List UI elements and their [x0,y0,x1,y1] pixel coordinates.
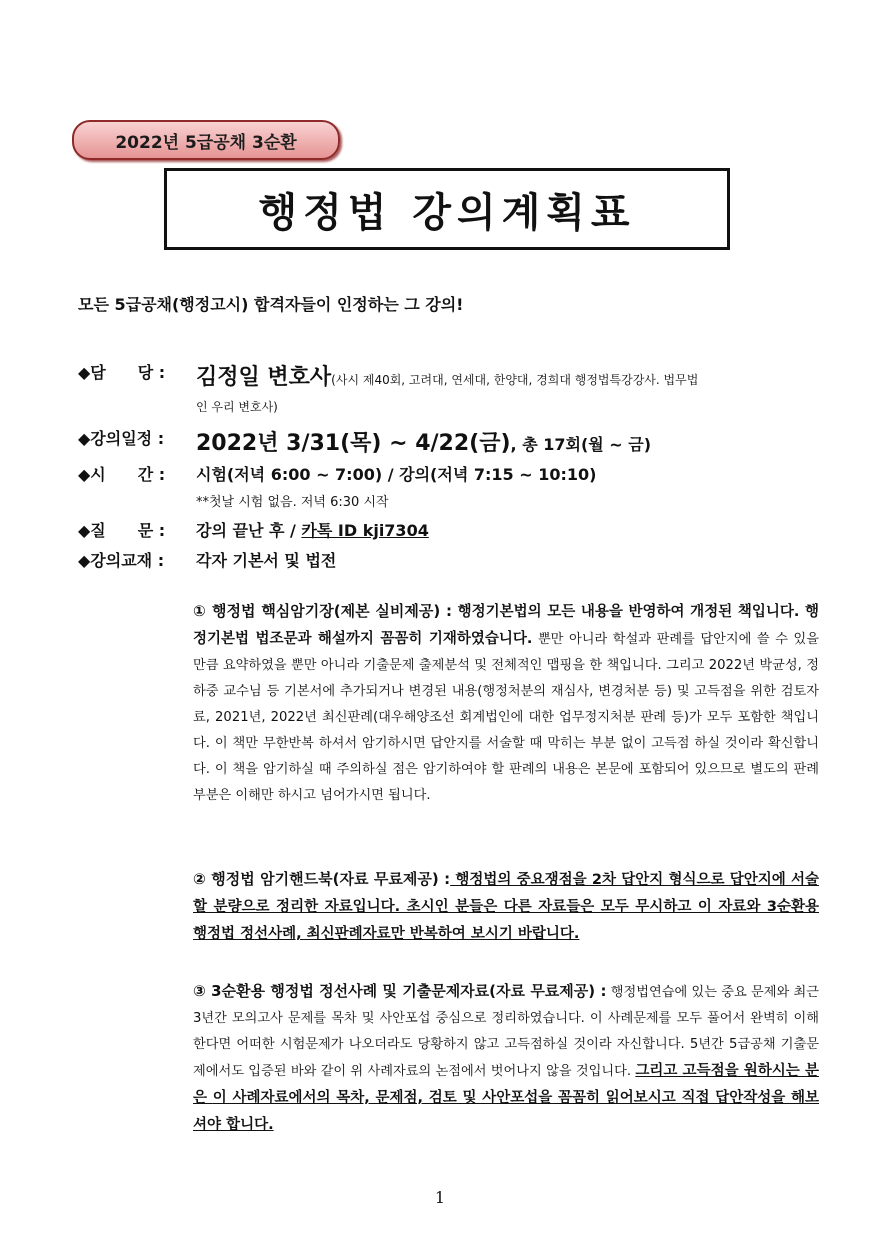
time-row [78,462,597,485]
schedule-label: ◆강의일정 : [78,429,165,448]
schedule-row [78,426,652,456]
item-1-body: 뿐만 아니라 학설과 판례를 답안지에 쓸 수 있을 만큼 요약하였을 뿐만 아니라 기출문제 출제분석 및 전체적인 맵핑을 한 책입니다. 그리고 2022년 박균성, 정하중 교수님 등 기본서에 추가되거나 변경된 내용(행정처분의 재심사, 변경처분 등) 및 고득점을 위한 검토자료, 2021년, 2022년 최신판례(대우해양조선 회계법인에 대한 업무정지처분 판례 등)가 모두 포함한 책입니다. 이 책만 무한반복 하셔서 암기하시면 답안지를 서술할 때 막히는 부분 없이 고득점 하실 것이라 확신합니다. 이 책을 암기하실 때 주의하실 점은 암기하여야 할 판례의 내용은 본문에 포함되어 있으므로 별도의 판례부분은 이해만 하시고 넘어가시면 됩니다. [193,632,819,803]
item-3 [193,978,819,1139]
time-label: ◆시 간 : [78,465,166,484]
item-2 [193,866,819,948]
textbook-value: 각자 기본서 및 법전 [196,551,337,570]
time-note: **첫날 시험 없음. 저녁 6:30 시작 [196,495,389,510]
course-badge: 2022년 5급공채 3순환 [72,120,340,160]
item-1-bold: 행정기본법의 모든 내용을 반영하여 개정된 책입니다. 행정기본법 법조문과 해설까지 꼼꼼히 기재하였습니다. [193,604,819,647]
textbook-label: ◆강의교재 : [78,551,165,570]
item-2-underlined: 행정법의 중요쟁점을 2차 답안지 형식으로 답안지에 서술할 분량으로 정리한 자료입니다. 초시인 분들은 다른 자료들은 모두 무시하고 이 자료와 3순환용 행정법 정선사례, 최신판례자료만 반복하여 보시기 바랍니다. [193,872,819,942]
item-3-underlined-a: 그리고 고득점을 원하시는 분은 [193,1063,819,1106]
instructor-label: ◆담 당 : [78,363,166,382]
slogan: 모든 5급공채(행정고시) 합격자들이 인정하는 그 강의! [78,295,464,314]
question-text: 강의 끝난 후 / [196,521,302,540]
item-3-body: 행정법연습에 있는 중요 문제와 최근 3년간 모의고사 문제를 목차 및 사안포섭 중심으로 정리하였습니다. 이 사례문제를 모두 풀어서 완벽히 이해한다면 어떠한 시험문제가 나오더라도 당황하지 않고 고득점하실 것이라 자신합니다. 5년간 5급공채 기출문제에서도 입증된 바와 같이 위 사례자료의 논점에서 벗어나지 않을 것입니다. [193,985,819,1079]
instructor-note: (사시 제40회, 고려대, 연세대, 한양대, 경희대 행정법특강강사. 법무법 [331,373,699,387]
instructor-note-cont: 인 우리 변호사) [196,400,278,414]
schedule-dates: 2022년 3/31(목) ~ 4/22(금) [196,431,511,456]
question-label: ◆질 문 : [78,521,166,540]
instructor-row [78,360,699,390]
item-2-heading: ② 행정법 암기핸드북(자료 무료제공) : [193,870,451,888]
item-1 [193,598,819,809]
kakao-id: 카톡 ID kji7304 [301,521,429,540]
item-3-heading: ③ 3순환용 행정법 정선사례 및 기출문제자료(자료 무료제공) : [193,982,607,1000]
time-value: 시험(저녁 6:00 ~ 7:00) / 강의(저녁 7:15 ~ 10:10) [196,465,597,484]
page-number: 1 [434,1188,446,1207]
item-1-heading: ① 행정법 핵심암기장(제본 실비제공) : [193,602,452,620]
schedule-count: , 총 17회(월 ~ 금) [510,435,652,454]
instructor-name: 김정일 변호사 [196,365,332,390]
question-row [78,518,429,541]
page-title: 행정법 강의계획표 [164,168,730,250]
textbook-row [78,548,337,571]
item-3-underlined-b: 이 사례자료에서의 목차, 문제점, 검토 및 사안포섭을 꼼꼼히 읽어보시고 직접 답안작성을 해보셔야 합니다. [193,1090,819,1133]
